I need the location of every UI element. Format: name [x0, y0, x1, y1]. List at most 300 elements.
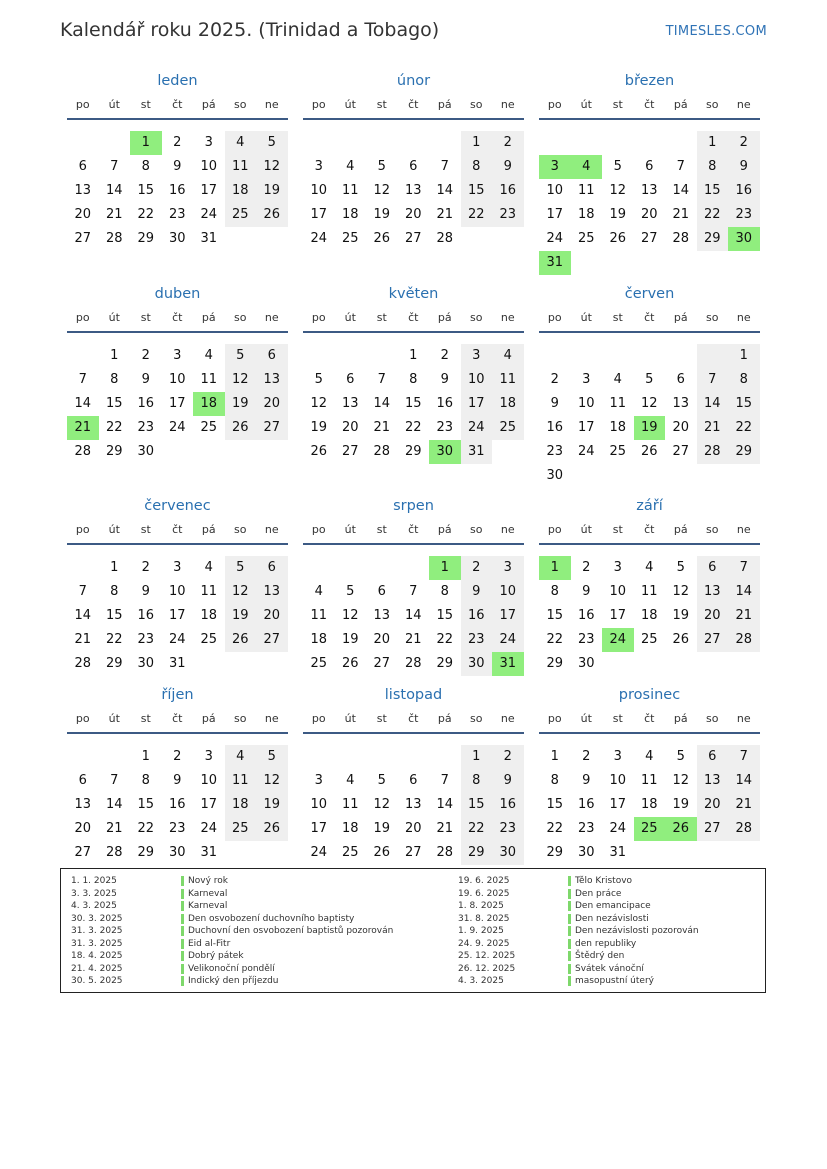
day-cell[interactable]: 5 — [256, 745, 288, 769]
day-cell[interactable]: 14 — [672, 183, 690, 198]
day-cell[interactable]: 11 — [225, 769, 257, 793]
day-cell[interactable]: 17 — [492, 604, 524, 628]
day-cell[interactable]: 14 — [74, 396, 92, 411]
day-cell[interactable]: 22 — [137, 821, 155, 836]
day-cell[interactable]: 21 — [672, 207, 690, 222]
day-cell[interactable]: 3 — [613, 749, 622, 764]
day-cell[interactable]: 12 — [256, 155, 288, 179]
day-cell[interactable]: 11 — [609, 396, 627, 411]
day-cell[interactable]: 6 — [78, 159, 87, 174]
day-cell[interactable]: 20 — [697, 604, 729, 628]
day-cell[interactable]: 14 — [436, 797, 454, 812]
day-cell[interactable]: 13 — [404, 797, 422, 812]
day-cell[interactable]: 13 — [256, 580, 288, 604]
day-cell[interactable]: 30 — [168, 845, 186, 860]
day-cell[interactable]: 4 — [225, 131, 257, 155]
day-cell[interactable]: 22 — [461, 203, 493, 227]
day-cell[interactable]: 13 — [672, 396, 690, 411]
day-cell[interactable]: 13 — [74, 183, 92, 198]
day-cell[interactable]: 7 — [78, 584, 87, 599]
day-cell[interactable]: 19 — [256, 793, 288, 817]
day-cell[interactable]: 24 — [602, 628, 634, 652]
day-cell[interactable]: 16 — [546, 420, 564, 435]
day-cell[interactable]: 26 — [373, 845, 391, 860]
day-cell[interactable]: 5 — [676, 560, 685, 575]
day-cell[interactable]: 20 — [256, 604, 288, 628]
day-cell[interactable]: 4 — [613, 372, 622, 387]
day-cell[interactable]: 24 — [310, 845, 328, 860]
day-cell[interactable]: 11 — [200, 584, 218, 599]
day-cell[interactable]: 23 — [168, 207, 186, 222]
day-cell[interactable]: 13 — [404, 183, 422, 198]
day-cell[interactable]: 19 — [341, 632, 359, 647]
day-cell[interactable]: 8 — [461, 155, 493, 179]
day-cell[interactable]: 23 — [168, 821, 186, 836]
day-cell[interactable]: 22 — [404, 420, 422, 435]
day-cell[interactable]: 17 — [609, 797, 627, 812]
day-cell[interactable]: 28 — [105, 845, 123, 860]
day-cell[interactable]: 21 — [728, 793, 760, 817]
day-cell[interactable]: 25 — [225, 203, 257, 227]
day-cell[interactable]: 24 — [168, 632, 186, 647]
day-cell[interactable]: 25 — [341, 845, 359, 860]
brand-link[interactable]: TIMESLES.COM — [665, 24, 767, 39]
day-cell[interactable]: 19 — [225, 604, 257, 628]
day-cell[interactable]: 22 — [728, 416, 760, 440]
day-cell[interactable]: 18 — [225, 793, 257, 817]
day-cell[interactable]: 12 — [341, 608, 359, 623]
day-cell[interactable]: 9 — [550, 396, 559, 411]
day-cell[interactable]: 9 — [461, 580, 493, 604]
day-cell[interactable]: 21 — [105, 207, 123, 222]
day-cell[interactable]: 13 — [341, 396, 359, 411]
day-cell[interactable]: 20 — [256, 392, 288, 416]
day-cell[interactable]: 26 — [640, 444, 658, 459]
day-cell[interactable]: 11 — [225, 155, 257, 179]
day-cell[interactable]: 12 — [672, 584, 690, 599]
day-cell[interactable]: 20 — [404, 207, 422, 222]
day-cell[interactable]: 3 — [314, 773, 323, 788]
day-cell[interactable]: 1 — [141, 749, 150, 764]
day-cell[interactable]: 14 — [436, 183, 454, 198]
day-cell[interactable]: 26 — [310, 444, 328, 459]
day-cell[interactable]: 19 — [310, 420, 328, 435]
day-cell[interactable]: 13 — [640, 183, 658, 198]
day-cell[interactable]: 23 — [137, 420, 155, 435]
day-cell[interactable]: 26 — [373, 231, 391, 246]
day-cell[interactable]: 15 — [697, 179, 729, 203]
day-cell[interactable]: 15 — [105, 608, 123, 623]
day-cell[interactable]: 4 — [225, 745, 257, 769]
day-cell[interactable]: 7 — [78, 372, 87, 387]
day-cell[interactable]: 12 — [640, 396, 658, 411]
day-cell[interactable]: 12 — [373, 183, 391, 198]
day-cell[interactable]: 19 — [373, 207, 391, 222]
day-cell[interactable]: 11 — [577, 183, 595, 198]
day-cell[interactable]: 25 — [200, 632, 218, 647]
day-cell[interactable]: 15 — [404, 396, 422, 411]
day-cell[interactable]: 10 — [461, 368, 493, 392]
day-cell[interactable]: 27 — [697, 628, 729, 652]
day-cell[interactable]: 8 — [110, 372, 119, 387]
day-cell[interactable]: 24 — [461, 416, 493, 440]
day-cell[interactable]: 17 — [200, 797, 218, 812]
day-cell[interactable]: 18 — [225, 179, 257, 203]
day-cell[interactable]: 18 — [310, 632, 328, 647]
day-cell[interactable]: 12 — [672, 773, 690, 788]
day-cell[interactable]: 10 — [200, 159, 218, 174]
day-cell[interactable]: 30 — [168, 231, 186, 246]
day-cell[interactable]: 3 — [582, 372, 591, 387]
day-cell[interactable]: 21 — [105, 821, 123, 836]
day-cell[interactable]: 5 — [377, 159, 386, 174]
day-cell[interactable]: 10 — [609, 584, 627, 599]
day-cell[interactable]: 6 — [409, 773, 418, 788]
day-cell[interactable]: 19 — [256, 179, 288, 203]
day-cell[interactable]: 25 — [225, 817, 257, 841]
day-cell[interactable]: 26 — [256, 203, 288, 227]
day-cell[interactable]: 21 — [74, 632, 92, 647]
day-cell[interactable]: 31 — [609, 845, 627, 860]
day-cell[interactable]: 26 — [341, 656, 359, 671]
day-cell[interactable]: 6 — [377, 584, 386, 599]
day-cell[interactable]: 11 — [341, 797, 359, 812]
day-cell[interactable]: 16 — [492, 179, 524, 203]
day-cell[interactable]: 29 — [728, 440, 760, 464]
day-cell[interactable]: 30 — [546, 468, 564, 483]
day-cell[interactable]: 2 — [582, 560, 591, 575]
day-cell[interactable]: 6 — [676, 372, 685, 387]
day-cell[interactable]: 15 — [461, 179, 493, 203]
day-cell[interactable]: 2 — [461, 556, 493, 580]
day-cell[interactable]: 25 — [492, 416, 524, 440]
day-cell[interactable]: 28 — [404, 656, 422, 671]
day-cell[interactable]: 5 — [613, 159, 622, 174]
day-cell[interactable]: 11 — [310, 608, 328, 623]
day-cell[interactable]: 31 — [168, 656, 186, 671]
day-cell[interactable]: 2 — [141, 348, 150, 363]
day-cell[interactable]: 6 — [78, 773, 87, 788]
day-cell[interactable]: 7 — [697, 368, 729, 392]
day-cell[interactable]: 9 — [141, 372, 150, 387]
day-cell[interactable]: 13 — [697, 769, 729, 793]
day-cell[interactable]: 26 — [665, 817, 697, 841]
day-cell[interactable]: 16 — [168, 183, 186, 198]
day-cell[interactable]: 23 — [577, 821, 595, 836]
day-cell[interactable]: 3 — [539, 155, 571, 179]
day-cell[interactable]: 22 — [105, 632, 123, 647]
day-cell[interactable]: 5 — [256, 131, 288, 155]
day-cell[interactable]: 25 — [609, 444, 627, 459]
day-cell[interactable]: 31 — [200, 845, 218, 860]
day-cell[interactable]: 21 — [436, 207, 454, 222]
day-cell[interactable]: 20 — [672, 420, 690, 435]
day-cell[interactable]: 6 — [697, 556, 729, 580]
day-cell[interactable]: 25 — [640, 632, 658, 647]
day-cell[interactable]: 14 — [105, 797, 123, 812]
day-cell[interactable]: 11 — [640, 584, 658, 599]
day-cell[interactable]: 8 — [440, 584, 449, 599]
day-cell[interactable]: 12 — [225, 580, 257, 604]
day-cell[interactable]: 22 — [105, 420, 123, 435]
day-cell[interactable]: 14 — [74, 608, 92, 623]
day-cell[interactable]: 29 — [105, 656, 123, 671]
day-cell[interactable]: 17 — [546, 207, 564, 222]
day-cell[interactable]: 23 — [436, 420, 454, 435]
day-cell[interactable]: 9 — [492, 155, 524, 179]
day-cell[interactable]: 10 — [546, 183, 564, 198]
day-cell[interactable]: 27 — [256, 416, 288, 440]
day-cell[interactable]: 29 — [105, 444, 123, 459]
day-cell[interactable]: 1 — [539, 556, 571, 580]
day-cell[interactable]: 21 — [67, 416, 99, 440]
day-cell[interactable]: 1 — [697, 131, 729, 155]
day-cell[interactable]: 20 — [74, 821, 92, 836]
day-cell[interactable]: 24 — [492, 628, 524, 652]
day-cell[interactable]: 28 — [373, 444, 391, 459]
day-cell[interactable]: 14 — [728, 580, 760, 604]
day-cell[interactable]: 26 — [225, 628, 257, 652]
day-cell[interactable]: 8 — [141, 773, 150, 788]
day-cell[interactable]: 26 — [609, 231, 627, 246]
day-cell[interactable]: 20 — [640, 207, 658, 222]
day-cell[interactable]: 17 — [461, 392, 493, 416]
day-cell[interactable]: 12 — [609, 183, 627, 198]
day-cell[interactable]: 24 — [310, 231, 328, 246]
day-cell[interactable]: 8 — [550, 584, 559, 599]
day-cell[interactable]: 11 — [200, 372, 218, 387]
day-cell[interactable]: 5 — [225, 556, 257, 580]
day-cell[interactable]: 28 — [728, 628, 760, 652]
day-cell[interactable]: 14 — [373, 396, 391, 411]
day-cell[interactable]: 24 — [577, 444, 595, 459]
day-cell[interactable]: 21 — [436, 821, 454, 836]
day-cell[interactable]: 24 — [546, 231, 564, 246]
day-cell[interactable]: 10 — [200, 773, 218, 788]
day-cell[interactable]: 18 — [193, 392, 225, 416]
day-cell[interactable]: 6 — [645, 159, 654, 174]
day-cell[interactable]: 1 — [461, 131, 493, 155]
day-cell[interactable]: 21 — [404, 632, 422, 647]
day-cell[interactable]: 12 — [256, 769, 288, 793]
day-cell[interactable]: 10 — [168, 584, 186, 599]
day-cell[interactable]: 17 — [310, 207, 328, 222]
day-cell[interactable]: 4 — [571, 155, 603, 179]
day-cell[interactable]: 31 — [200, 231, 218, 246]
day-cell[interactable]: 1 — [110, 560, 119, 575]
day-cell[interactable]: 29 — [436, 656, 454, 671]
day-cell[interactable]: 12 — [225, 368, 257, 392]
day-cell[interactable]: 7 — [676, 159, 685, 174]
day-cell[interactable]: 17 — [168, 608, 186, 623]
day-cell[interactable]: 27 — [74, 845, 92, 860]
day-cell[interactable]: 7 — [110, 159, 119, 174]
day-cell[interactable]: 7 — [377, 372, 386, 387]
day-cell[interactable]: 29 — [546, 656, 564, 671]
day-cell[interactable]: 27 — [341, 444, 359, 459]
day-cell[interactable]: 15 — [137, 797, 155, 812]
day-cell[interactable]: 9 — [492, 769, 524, 793]
day-cell[interactable]: 2 — [492, 131, 524, 155]
day-cell[interactable]: 25 — [310, 656, 328, 671]
day-cell[interactable]: 16 — [461, 604, 493, 628]
day-cell[interactable]: 2 — [582, 749, 591, 764]
day-cell[interactable]: 16 — [168, 797, 186, 812]
day-cell[interactable]: 2 — [550, 372, 559, 387]
day-cell[interactable]: 31 — [492, 652, 524, 676]
day-cell[interactable]: 2 — [440, 348, 449, 363]
day-cell[interactable]: 22 — [546, 632, 564, 647]
day-cell[interactable]: 13 — [697, 580, 729, 604]
day-cell[interactable]: 7 — [440, 159, 449, 174]
day-cell[interactable]: 30 — [137, 656, 155, 671]
day-cell[interactable]: 6 — [256, 556, 288, 580]
day-cell[interactable]: 24 — [200, 821, 218, 836]
day-cell[interactable]: 19 — [609, 207, 627, 222]
day-cell[interactable]: 22 — [137, 207, 155, 222]
day-cell[interactable]: 28 — [74, 656, 92, 671]
day-cell[interactable]: 19 — [225, 392, 257, 416]
day-cell[interactable]: 1 — [130, 131, 162, 155]
day-cell[interactable]: 29 — [546, 845, 564, 860]
day-cell[interactable]: 29 — [404, 444, 422, 459]
day-cell[interactable]: 22 — [697, 203, 729, 227]
day-cell[interactable]: 1 — [728, 344, 760, 368]
day-cell[interactable]: 23 — [461, 628, 493, 652]
day-cell[interactable]: 7 — [728, 745, 760, 769]
day-cell[interactable]: 3 — [173, 560, 182, 575]
day-cell[interactable]: 23 — [577, 632, 595, 647]
day-cell[interactable]: 3 — [204, 135, 213, 150]
day-cell[interactable]: 2 — [173, 749, 182, 764]
day-cell[interactable]: 18 — [609, 420, 627, 435]
day-cell[interactable]: 3 — [314, 159, 323, 174]
day-cell[interactable]: 12 — [373, 797, 391, 812]
day-cell[interactable]: 31 — [461, 440, 493, 464]
day-cell[interactable]: 18 — [640, 608, 658, 623]
day-cell[interactable]: 8 — [110, 584, 119, 599]
day-cell[interactable]: 31 — [539, 251, 571, 275]
day-cell[interactable]: 23 — [546, 444, 564, 459]
day-cell[interactable]: 22 — [436, 632, 454, 647]
day-cell[interactable]: 25 — [200, 420, 218, 435]
day-cell[interactable]: 17 — [200, 183, 218, 198]
day-cell[interactable]: 28 — [436, 231, 454, 246]
day-cell[interactable]: 23 — [492, 817, 524, 841]
day-cell[interactable]: 8 — [697, 155, 729, 179]
day-cell[interactable]: 5 — [645, 372, 654, 387]
day-cell[interactable]: 13 — [256, 368, 288, 392]
day-cell[interactable]: 5 — [377, 773, 386, 788]
day-cell[interactable]: 10 — [310, 183, 328, 198]
day-cell[interactable]: 30 — [728, 227, 760, 251]
day-cell[interactable]: 4 — [645, 749, 654, 764]
day-cell[interactable]: 28 — [74, 444, 92, 459]
day-cell[interactable]: 11 — [341, 183, 359, 198]
day-cell[interactable]: 13 — [74, 797, 92, 812]
day-cell[interactable]: 10 — [577, 396, 595, 411]
day-cell[interactable]: 18 — [341, 207, 359, 222]
day-cell[interactable]: 25 — [341, 231, 359, 246]
day-cell[interactable]: 18 — [341, 821, 359, 836]
day-cell[interactable]: 24 — [168, 420, 186, 435]
day-cell[interactable]: 12 — [310, 396, 328, 411]
day-cell[interactable]: 27 — [697, 817, 729, 841]
day-cell[interactable]: 9 — [728, 155, 760, 179]
day-cell[interactable]: 4 — [346, 159, 355, 174]
day-cell[interactable]: 3 — [204, 749, 213, 764]
day-cell[interactable]: 11 — [492, 368, 524, 392]
day-cell[interactable]: 17 — [168, 396, 186, 411]
day-cell[interactable]: 10 — [310, 797, 328, 812]
day-cell[interactable]: 5 — [346, 584, 355, 599]
day-cell[interactable]: 16 — [577, 797, 595, 812]
day-cell[interactable]: 27 — [74, 231, 92, 246]
day-cell[interactable]: 7 — [110, 773, 119, 788]
day-cell[interactable]: 3 — [613, 560, 622, 575]
day-cell[interactable]: 27 — [256, 628, 288, 652]
day-cell[interactable]: 8 — [728, 368, 760, 392]
day-cell[interactable]: 7 — [440, 773, 449, 788]
day-cell[interactable]: 27 — [672, 444, 690, 459]
day-cell[interactable]: 5 — [314, 372, 323, 387]
day-cell[interactable]: 30 — [577, 656, 595, 671]
day-cell[interactable]: 24 — [200, 207, 218, 222]
day-cell[interactable]: 1 — [409, 348, 418, 363]
day-cell[interactable]: 30 — [429, 440, 461, 464]
day-cell[interactable]: 15 — [461, 793, 493, 817]
day-cell[interactable]: 1 — [110, 348, 119, 363]
day-cell[interactable]: 30 — [461, 652, 493, 676]
day-cell[interactable]: 26 — [672, 632, 690, 647]
day-cell[interactable]: 15 — [546, 797, 564, 812]
day-cell[interactable]: 7 — [728, 556, 760, 580]
day-cell[interactable]: 3 — [461, 344, 493, 368]
day-cell[interactable]: 9 — [582, 584, 591, 599]
day-cell[interactable]: 20 — [341, 420, 359, 435]
day-cell[interactable]: 21 — [373, 420, 391, 435]
day-cell[interactable]: 22 — [461, 817, 493, 841]
day-cell[interactable]: 9 — [582, 773, 591, 788]
day-cell[interactable]: 27 — [640, 231, 658, 246]
day-cell[interactable]: 15 — [546, 608, 564, 623]
day-cell[interactable]: 5 — [676, 749, 685, 764]
day-cell[interactable]: 21 — [728, 604, 760, 628]
day-cell[interactable]: 28 — [697, 440, 729, 464]
day-cell[interactable]: 27 — [373, 656, 391, 671]
day-cell[interactable]: 2 — [173, 135, 182, 150]
day-cell[interactable]: 14 — [728, 769, 760, 793]
day-cell[interactable]: 1 — [461, 745, 493, 769]
day-cell[interactable]: 25 — [634, 817, 666, 841]
day-cell[interactable]: 16 — [137, 608, 155, 623]
day-cell[interactable]: 29 — [137, 231, 155, 246]
day-cell[interactable]: 8 — [550, 773, 559, 788]
day-cell[interactable]: 29 — [697, 227, 729, 251]
day-cell[interactable]: 16 — [577, 608, 595, 623]
day-cell[interactable]: 23 — [492, 203, 524, 227]
day-cell[interactable]: 29 — [137, 845, 155, 860]
day-cell[interactable]: 8 — [409, 372, 418, 387]
day-cell[interactable]: 20 — [373, 632, 391, 647]
day-cell[interactable]: 6 — [256, 344, 288, 368]
day-cell[interactable]: 1 — [550, 749, 559, 764]
day-cell[interactable]: 26 — [256, 817, 288, 841]
day-cell[interactable]: 19 — [672, 608, 690, 623]
day-cell[interactable]: 3 — [173, 348, 182, 363]
day-cell[interactable]: 26 — [225, 416, 257, 440]
day-cell[interactable]: 15 — [436, 608, 454, 623]
